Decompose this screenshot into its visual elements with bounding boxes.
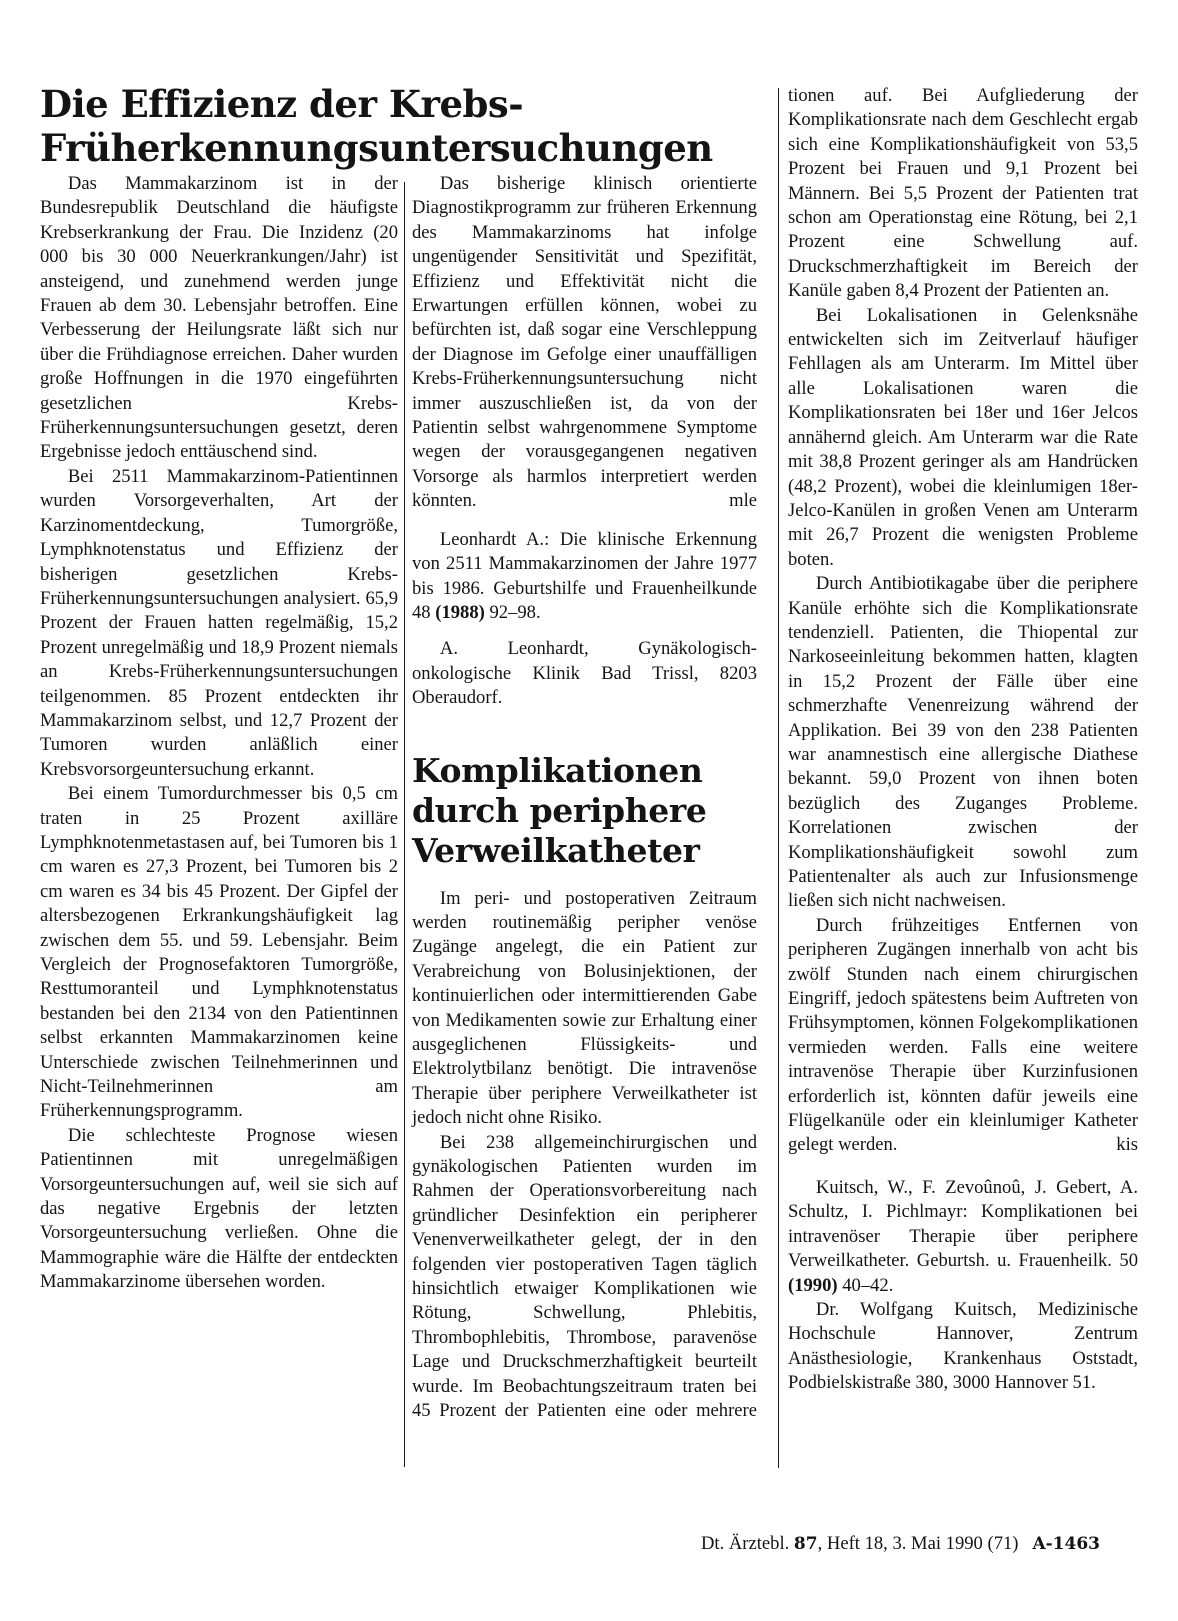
column-rule-left <box>404 182 405 1467</box>
reference-year: (1988) <box>435 601 485 623</box>
article2-paragraph: Bei Lokalisationen in Gelenksnähe entwickelten sich im Zeitverlauf häufiger Fehllagen als am Unterarm. Im Mittel über alle Lokalisationen waren die Komplikationsraten bei 18er und 16er Jelcos annähernd gleich. Am Unterarm war die Rate mit 38,8 Prozent geringer als am Handrücken (48,2 Prozent), wobei die kleinlumigen 18er-Jelco-Kanülen in großen Venen am Unterarm mit 26,7 Prozent die wenigsten Probleme boten. <box>788 304 1138 570</box>
reference-text: Kuitsch, W., F. Zevoûnoû, J. Gebert, A. Schultz, I. Pichlmayr: Komplikationen bei intravenöser Therapie über periphere Verweilkatheter. Geburtsh. u. Frauenheilk. 50 <box>788 1176 1138 1272</box>
article1-column-middle <box>412 172 757 1423</box>
footer-volume: 87 <box>793 1534 818 1554</box>
article1-paragraph: Die schlechteste Prognose wiesen Patientinnen mit unregelmäßigen Vorsorgeuntersuchungen auf, weil sie sich auf das negative Ergebnis der letzten Vorsorgeuntersuchung verließen. Ohne die Mammographie wäre die Hälfte der entdeckten Mammakarzinome übersehen worden. <box>40 1124 398 1293</box>
article2-paragraph-text: Durch frühzeitiges Entfernen von peripheren Zugängen innerhalb von acht bis zwölf Stunden nach einem chirurgischen Eingriff, jedoch spätestens beim Auftreten von Frühsymptomen, können Folgekomplikationen vermieden werden. Falls eine weitere intravenöse Therapie über Kurzinfusionen erforderlich ist, könnten dafür jeweils eine Flügelkanüle oder ein kleinlumiger Katheter gelegt werden. <box>788 914 1138 1156</box>
article1-paragraph <box>412 172 757 514</box>
article1-title: Die Effizienz der Krebs-Früherkennungsuntersuchungen <box>40 82 713 170</box>
reference-text: Leonhardt A.: Die klinische Erkennung von 2511 Mammakarzinomen der Jahre 1977 bis 1986. Geburtshilfe und Frauenheilkunde 48 <box>412 528 757 623</box>
article1-reference <box>412 528 757 626</box>
footer-page-number: A-1463 <box>1032 1534 1100 1554</box>
column-rule-right <box>778 88 779 1468</box>
article2-paragraph-continued: tionen auf. Bei Aufgliederung der Komplikationsrate nach dem Geschlecht ergab sich eine Komplikationshäufigkeit von 53,5 Prozent bei Frauen und 9,1 Prozent bei Männern. Bei 5,5 Prozent der Patienten trat schon am Operationstag eine Rötung, bei 2,1 Prozent eine Schwellung auf. Druckschmerzhaftigkeit im Bereich der Kanüle gaben 8,4 Prozent der Patienten an. <box>788 85 1138 302</box>
article1-paragraph: Bei 2511 Mammakarzinom-Patientinnen wurden Vorsorgeverhalten, Art der Karzinomentdeckung, Tumorgröße, Lymphknotenstatus und Effizienz der bisherigen gesetzlichen Krebs-Früherkennungsuntersuchungen analysiert. 65,9 Prozent der Frauen hatten regelmäßig, 15,2 Prozent unregelmäßig und 18,9 Prozent niemals an Krebs-Früherkennungsuntersuchungen teilgenommen. 85 Prozent entdeckten ihr Mammakarzinom selbst, und 12,7 Prozent der Tumoren wurden anläßlich einer Krebsvorsorgeuntersuchung erkannt. <box>40 465 398 780</box>
reference-pages: 92–98. <box>484 601 541 623</box>
article1-paragraph-text: Das bisherige klinisch orientierte Diagnostikprogramm zur früheren Erkennung des Mammakarzinoms hat infolge ungenügender Sensitivität und Spezifität, Effizienz und Effektivität nicht die Erwartungen erfüllen können, wobei zu befürchten ist, daß sogar eine Verschleppung der Diagnose im Gefolge einer unauffälligen Krebs-Früherkennungsuntersuchung nicht immer auszuschließen ist, da von der Patientin selbst wahrgenommene Symptome wegen der vorausgegangenen negativen Vorsorge als harmlos interpretiert werden könnten. <box>412 173 757 512</box>
reference-year: (1990) <box>788 1274 838 1296</box>
article2-column-right <box>788 84 1138 1396</box>
article1-paragraph: Bei einem Tumordurchmesser bis 0,5 cm traten in 25 Prozent axilläre Lymphknotenmetastasen auf, bei Tumoren bis 1 cm waren es 27,3 Prozent, bei Tumoren bis 2 cm waren es 34 bis 45 Prozent. Der Gipfel der altersbezogenen Erkrankungshäufigkeit lag zwischen dem 55. und 59. Lebensjahr. Beim Vergleich der Prognosefaktoren Tumorgröße, Resttumoranteil und Lymphknotenstatus bestanden bei den 2134 von den Patientinnen selbst erkannten Mammakarzinomen keine Unterschiede zwischen Teilnehmerinnen und Nicht-Teilnehmerinnen am Früherkennungsprogramm. <box>40 783 398 1122</box>
article1-paragraph: Das Mammakarzinom ist in der Bundesrepublik Deutschland die häufigste Krebserkrankung der Frau. Die Inzidenz (20 000 bis 30 000 Neuerkrankungen/Jahr) ist ansteigend, und zunehmend werden junge Frauen ab dem 30. Lebensjahr betroffen. Eine Verbesserung der Heilungsrate läßt sich nur über die Frühdiagnose erreichen. Daher wurden große Hoffnungen in die 1970 eingeführten gesetzlichen Krebs-Früherkennungsuntersuchungen gesetzt, deren Ergebnisse jedoch enttäuschend sind. <box>40 173 398 463</box>
article2-paragraph: Durch Antibiotikagabe über die periphere Kanüle erhöhte sich die Komplikationsrate tendenziell. Patienten, die Thiopental zur Narkoseeinleitung bekommen hatten, klagten in 15,2 Prozent der Fälle über eine schmerzhafte Venenreizung während der Applikation. Bei 39 von den 238 Patienten war anamnestisch eine allergische Diathese bekannt. 59,0 Prozent von ihnen boten bezüglich des Zuganges Probleme. Korrelationen zwischen der Komplikationshäufigkeit sowohl zum Patientenalter als auch zur Infusionsmenge ließen sich nicht nachweisen. <box>788 573 1138 912</box>
page-footer <box>701 1533 1100 1555</box>
footer-journal: Dt. Ärztebl. <box>700 1533 790 1554</box>
article2-signature: kis <box>1116 1134 1138 1156</box>
article1-author-address: A. Leonhardt, Gynäkologisch-onkologische Klinik Bad Trissl, 8203 Oberaudorf. <box>412 638 757 709</box>
article2-paragraph: Bei 238 allgemeinchirurgischen und gynäkologischen Patienten wurden im Rahmen der Operationsvorbereitung nach gründlicher Desinfektion ein peripherer Venenverweilkatheter gelegt, der in den folgenden vier postoperativen Tagen täglich hinsichtlich etwaiger Komplikationen wie Rötung, Schwellung, Phlebitis, Thrombophlebitis, Thrombose, paravenöse Lage und Druckschmerzhaftigkeit beurteilt wurde. Im Beobachtungszeitraum traten bei 45 Prozent der Patienten eine oder mehrere <box>412 1131 757 1422</box>
article2-author-address: Dr. Wolfgang Kuitsch, Medizinische Hochschule Hannover, Zentrum Anästhesiologie, Krankenhaus Oststadt, Podbielskistraße 380, 3000 Hannover 51. <box>788 1298 1138 1394</box>
article2-paragraph: Im peri- und postoperativen Zeitraum werden routinemäßig peripher venöse Zugänge angelegt, die ein Patient zur Verabreichung von Bolusinjektionen, der kontinuierlichen oder intermittierenden Gabe von Medikamenten sowie zur Erhaltung einer ausgeglichenen Flüssigkeits- und Elektrolytbilanz benötigt. Die intravenöse Therapie über periphere Verweilkatheter ist jedoch nicht ohne Risiko. <box>412 887 757 1129</box>
article2-reference <box>788 1176 1138 1298</box>
footer-issue: , Heft 18, 3. Mai 1990 (71) <box>817 1533 1019 1554</box>
article1-signature: mle <box>729 490 757 512</box>
article2-paragraph <box>788 914 1138 1158</box>
reference-pages: 40–42. <box>837 1274 894 1296</box>
article2-title: Komplikationen durch periphere Verweilkatheter <box>412 750 707 870</box>
article1-column-left <box>40 172 398 1295</box>
